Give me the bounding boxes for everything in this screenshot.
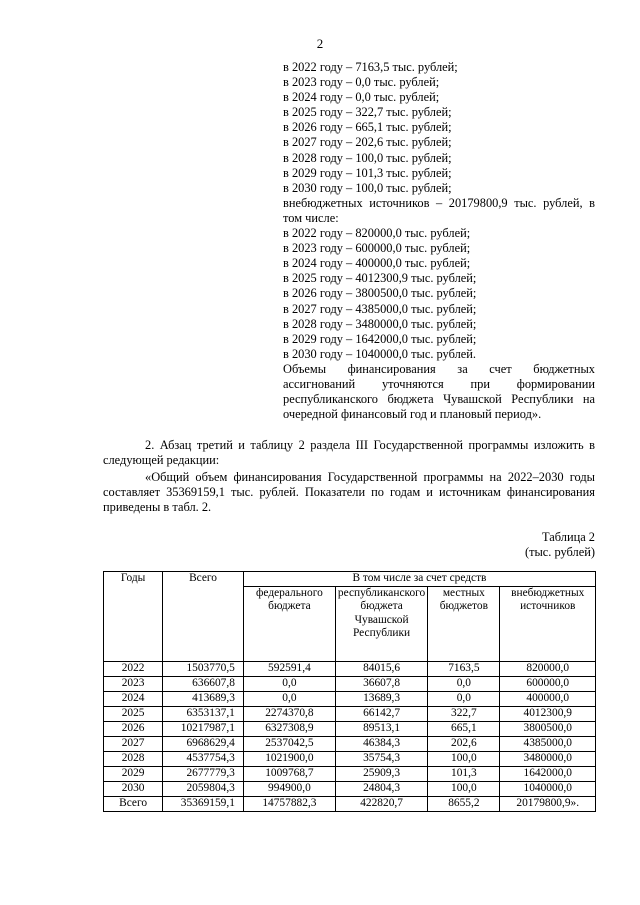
cell-total: 4537754,3 [163,751,244,766]
cell-republic: 35754,3 [335,751,427,766]
header-years: Годы [104,572,163,662]
table-row [104,676,596,691]
cell-local: 0,0 [428,691,500,706]
cell-federal: 0,0 [243,691,335,706]
cell-local: 100,0 [428,781,500,796]
cell-total: 1503770,5 [163,661,244,676]
table-row [104,661,596,676]
cell-total: 2677779,3 [163,766,244,781]
header-extra: внебюджетных источников [500,586,596,661]
cell-extra: 3480000,0 [500,751,596,766]
cell-local: 0,0 [428,676,500,691]
year-line: в 2022 году – 820000,0 тыс. рублей; [283,226,471,241]
year-line: в 2023 году – 0,0 тыс. рублей; [283,75,440,90]
cell-extra: 3800500,0 [500,721,596,736]
cell-federal: 1021900,0 [243,751,335,766]
cell-total: 636607,8 [163,676,244,691]
cell-local: 7163,5 [428,661,500,676]
cell-federal: 1009768,7 [243,766,335,781]
cell-republic: 13689,3 [335,691,427,706]
table-row [104,721,596,736]
year-line: в 2023 году – 600000,0 тыс. рублей; [283,241,471,256]
year-line: в 2029 году – 101,3 тыс. рублей; [283,165,452,180]
year-line: в 2022 году – 7163,5 тыс. рублей; [283,60,458,74]
year-line: в 2030 году – 1040000,0 тыс. рублей. [283,346,476,361]
cell-total: 35369159,1 [163,796,244,811]
amendment-paragraph: 2. Абзац третий и таблицу 2 раздела III Государственной программы изложить в следующей редакции: [103,438,595,468]
table-total-row [104,796,596,811]
header-local: местных бюджетов [428,586,500,661]
cell-year: 2023 [104,676,163,691]
table-units: (тыс. рублей) [524,545,595,559]
cell-republic: 89513,1 [335,721,427,736]
cell-total: 10217987,1 [163,721,244,736]
year-line: в 2026 году – 665,1 тыс. рублей; [283,120,452,135]
table-row [104,766,596,781]
year-line: в 2030 году – 100,0 тыс. рублей; [283,180,452,195]
cell-extra: 4012300,9 [500,706,596,721]
cell-federal: 994900,0 [243,781,335,796]
page-number: 2 [316,36,324,51]
year-line: в 2027 году – 202,6 тыс. рублей; [283,135,452,150]
year-line: в 2028 году – 3480000,0 тыс. рублей; [283,316,477,331]
cell-extra: 600000,0 [500,676,596,691]
cell-local: 100,0 [428,751,500,766]
year-line: в 2024 году – 0,0 тыс. рублей; [283,90,440,105]
extrabudget-intro: внебюджетных источников – 20179800,9 тыс. рублей, в том числе: [283,195,595,225]
cell-local: 665,1 [428,721,500,736]
year-line: в 2029 году – 1642000,0 тыс. рублей; [283,331,477,346]
year-line: в 2026 году – 3800500,0 тыс. рублей; [283,286,477,301]
year-line: в 2024 году – 400000,0 тыс. рублей; [283,256,471,271]
financing-table [103,571,596,812]
cell-year: 2028 [104,751,163,766]
cell-republic: 66142,7 [335,706,427,721]
cell-extra: 820000,0 [500,661,596,676]
year-line: в 2027 году – 4385000,0 тыс. рублей; [283,301,477,316]
table-row [104,691,596,706]
cell-total: 413689,3 [163,691,244,706]
year-line: в 2028 году – 100,0 тыс. рублей; [283,150,452,165]
cell-year: 2022 [104,661,163,676]
table-row [104,781,596,796]
extrabudget-list [283,226,595,362]
cell-year: 2025 [104,706,163,721]
cell-year: 2024 [104,691,163,706]
volumes-note: Объемы финансирования за счет бюджетных ассигнований уточняются при формировании республиканского бюджета Чувашской Республики на очередной финансовый год и плановый период». [283,361,595,422]
header-total: Всего [163,572,244,662]
cell-local: 202,6 [428,736,500,751]
table-caption: Таблица 2 [542,530,595,544]
cell-extra: 1642000,0 [500,766,596,781]
cell-extra: 20179800,9». [500,796,596,811]
cell-federal: 592591,4 [243,661,335,676]
cell-republic: 36607,8 [335,676,427,691]
cell-year: 2029 [104,766,163,781]
total-financing-paragraph: «Общий объем финансирования Государственной программы на 2022–2030 годы составляет 35369159,1 тыс. рублей. Показатели по годам и источникам финансирования приведены в табл. 2. [103,470,595,515]
cell-total: 6353137,1 [163,706,244,721]
header-republic: республиканского бюджета Чувашской Республики [335,586,427,661]
cell-extra: 400000,0 [500,691,596,706]
cell-total: 6968629,4 [163,736,244,751]
cell-federal: 2274370,8 [243,706,335,721]
table-row [104,736,596,751]
cell-republic: 25909,3 [335,766,427,781]
cell-republic: 24804,3 [335,781,427,796]
cell-local: 8655,2 [428,796,500,811]
cell-year: 2026 [104,721,163,736]
cell-total: 2059804,3 [163,781,244,796]
cell-republic: 46384,3 [335,736,427,751]
cell-local: 101,3 [428,766,500,781]
cell-republic: 422820,7 [335,796,427,811]
table-row [104,751,596,766]
cell-federal: 6327308,9 [243,721,335,736]
cell-federal: 14757882,3 [243,796,335,811]
year-line: в 2025 году – 4012300,9 тыс. рублей; [283,271,477,286]
cell-extra: 4385000,0 [500,736,596,751]
financing-details-block [283,60,595,422]
table-row [104,706,596,721]
header-federal: федерального бюджета [243,586,335,661]
header-group: В том числе за счет средств [243,572,595,587]
cell-extra: 1040000,0 [500,781,596,796]
cell-republic: 84015,6 [335,661,427,676]
republic-budget-list [283,60,595,196]
year-line: в 2025 году – 322,7 тыс. рублей; [283,105,452,120]
cell-year: 2030 [104,781,163,796]
cell-year: 2027 [104,736,163,751]
cell-federal: 2537042,5 [243,736,335,751]
cell-local: 322,7 [428,706,500,721]
cell-federal: 0,0 [243,676,335,691]
cell-year: Всего [104,796,163,811]
